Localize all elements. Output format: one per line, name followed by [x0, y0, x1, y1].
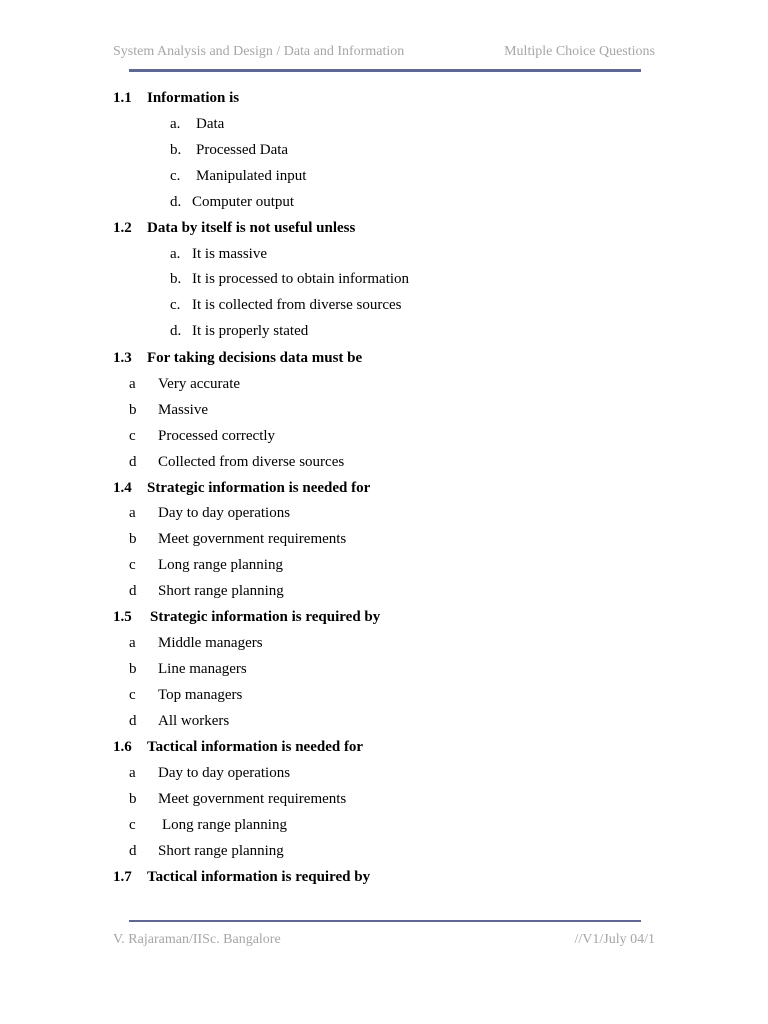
option-text: Top managers [158, 687, 243, 703]
question-1-5 [113, 609, 380, 626]
option-text: It is massive [192, 246, 267, 262]
header-title: System Analysis and Design / Data and Information [113, 44, 405, 59]
option-label: d. [170, 194, 182, 210]
option-text: Line managers [158, 661, 247, 677]
question-1-4 [113, 480, 370, 497]
question-number: 1.3 [113, 350, 132, 366]
question-text: Strategic information is needed for [147, 480, 371, 496]
option-text: It is processed to obtain information [192, 271, 410, 287]
option-text: Day to day operations [158, 505, 291, 521]
question-number: 1.7 [113, 869, 132, 885]
header-section: Multiple Choice Questions [504, 44, 655, 59]
option-label: a. [170, 246, 181, 262]
option-text: Long range planning [158, 557, 283, 573]
question-text: Data by itself is not useful unless [147, 220, 356, 236]
option-label: b. [170, 142, 182, 158]
option-label: d [129, 583, 137, 599]
question-number: 1.4 [113, 480, 132, 496]
question-1-2 [113, 220, 355, 237]
question-1-1 [113, 90, 239, 107]
question-text: For taking decisions data must be [147, 350, 363, 366]
option-label: c [129, 687, 136, 703]
question-text: Tactical information is required by [147, 869, 371, 885]
option-label: d [129, 713, 137, 729]
option-text: It is collected from diverse sources [192, 297, 402, 313]
option-text: It is properly stated [192, 323, 309, 339]
option-text: Meet government requirements [158, 531, 347, 547]
option-text: Processed correctly [158, 428, 276, 444]
question-number: 1.2 [113, 220, 132, 236]
question-1-3 [113, 350, 362, 367]
option-text: Short range planning [158, 843, 284, 859]
question-text: Strategic information is required by [150, 609, 381, 625]
footer-version: //V1/July 04/1 [574, 932, 655, 947]
option-label: d [129, 843, 137, 859]
page-header [113, 44, 655, 60]
option-label: d. [170, 323, 182, 339]
option-text: Very accurate [158, 376, 241, 392]
question-number: 1.1 [113, 90, 132, 106]
footer-author: V. Rajaraman/IISc. Bangalore [113, 932, 281, 947]
option-text: Short range planning [158, 583, 284, 599]
option-text: All workers [158, 713, 230, 729]
option-label: c [129, 557, 136, 573]
option-label: a [129, 376, 136, 392]
option-label: c. [170, 297, 181, 313]
option-text: Manipulated input [196, 168, 307, 184]
option-label: b [129, 791, 137, 807]
option-label: a. [170, 116, 181, 132]
option-text: Data [196, 116, 225, 132]
option-text: Long range planning [162, 817, 287, 833]
option-label: b [129, 402, 137, 418]
footer-rule [129, 920, 641, 922]
option-label: a [129, 635, 136, 651]
option-label: c. [170, 168, 181, 184]
header-rule [129, 69, 641, 72]
option-label: b. [170, 271, 182, 287]
question-1-7 [113, 869, 370, 886]
option-label: c [129, 428, 136, 444]
option-text: Day to day operations [158, 765, 291, 781]
question-number: 1.6 [113, 739, 132, 755]
option-text: Meet government requirements [158, 791, 347, 807]
option-label: b [129, 531, 137, 547]
option-label: a [129, 505, 136, 521]
option-text: Massive [158, 402, 208, 418]
option-label: c [129, 817, 136, 833]
option-label: b [129, 661, 137, 677]
option-text: Middle managers [158, 635, 263, 651]
option-label: a [129, 765, 136, 781]
question-number: 1.5 [113, 609, 132, 625]
question-1-6 [113, 739, 363, 756]
page-footer [113, 932, 655, 948]
option-text: Processed Data [196, 142, 289, 158]
option-text: Computer output [192, 194, 295, 210]
question-text: Tactical information is needed for [147, 739, 364, 755]
question-text: Information is [147, 90, 240, 106]
option-text: Collected from diverse sources [158, 454, 345, 470]
option-label: d [129, 454, 137, 470]
